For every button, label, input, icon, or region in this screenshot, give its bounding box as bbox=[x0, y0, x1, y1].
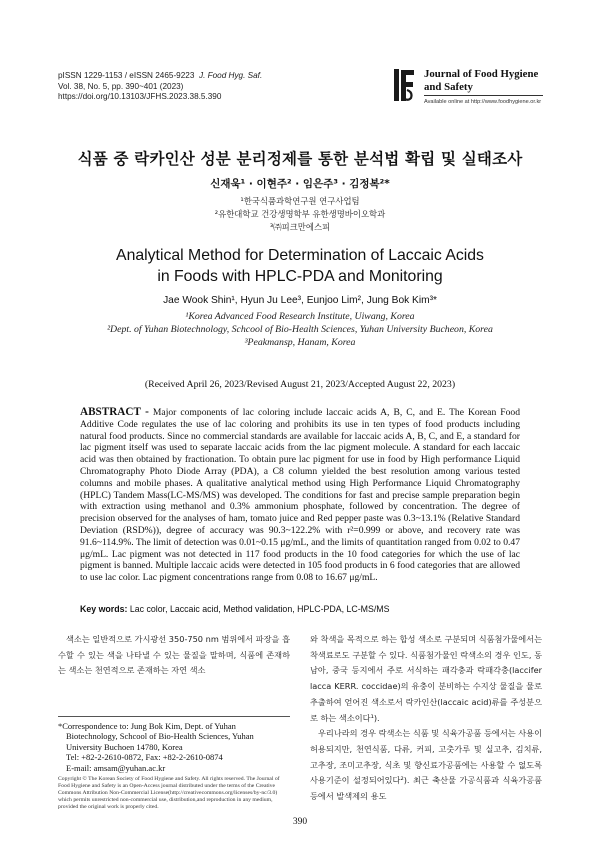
body-paragraph: 우리나라의 경우 락색소는 식품 및 식육가공품 등에서는 사용이 허용되지만, 천연식품, 다류, 커피, 고춧가루 및 실고추, 김치류, 고추장, 조미고추장, 식초 및 향신료가공품에는 사용할 수 없도록 사용기준이 설정되어있다²). 최근 축산물 가공식품과 식육가공품 등에서 발색제의 용도 bbox=[310, 728, 542, 802]
affiliation-english-1: ¹Korea Advanced Food Research Institute, Uiwang, Korea bbox=[185, 311, 415, 322]
affiliation-korean-3: ³㈜피크만에스피 bbox=[269, 222, 331, 232]
abstract bbox=[80, 407, 520, 584]
correspondence-footnote: *Correspondence to: Jung Bok Kim, Dept. of Yuhan Biotechnology, Schcool of Bio-Health Sciences, Yuhan University Buchoen 14780, Korea Tel: +82-2-2610-0872, Fax: +82-2-2610-0874 E-mail: amsam@yuhan.ac.kr bbox=[58, 721, 290, 773]
logo-title: Journal of Food Hygiene and Safety bbox=[424, 68, 539, 93]
title-english: Analytical Method for Determination of Laccaic Acids in Foods with HPLC-PDA and Monitoring bbox=[116, 247, 484, 285]
logo-url[interactable]: Available online at http://www.foodhygiene.or.kr bbox=[424, 99, 542, 105]
journal-logo-icon bbox=[393, 68, 415, 102]
email-link[interactable]: E-mail: amsam@yuhan.ac.kr bbox=[66, 762, 166, 773]
body-paragraph: 와 착색을 목적으로 하는 합성 색소로 구분되며 식품첨가물에서는 착색료로도 구분할 수 있다. 식품첨가물인 락색소의 경우 인도, 동남아, 중국 등지에서 주로 서식하는 패각충과 락패각충(laccifer lacca KERR. coccidae)의 유충이 분비하는 수지상 물질을 물로 추출하여 얻어진 색소로서 락카인산(laccaic acid)류를 주성분으로 하는 색소이다¹). bbox=[310, 634, 542, 723]
authors-korean: 신재욱¹ · 이현주² · 임은주³ · 김정복²* bbox=[210, 178, 390, 190]
journal-meta bbox=[58, 71, 262, 103]
volume-line: Vol. 38, No. 5, pp. 390~401 (2023) bbox=[58, 81, 184, 91]
doi-link[interactable]: https://doi.org/10.13103/JFHS.2023.38.5.390 bbox=[58, 92, 222, 102]
keywords-label: Key words: bbox=[80, 604, 128, 614]
body-column-left bbox=[58, 632, 290, 679]
abstract-text: Major components of lac coloring include laccaic acids A, B, C, and E. The Korean Food Additive Code regulates the use of lac coloring and prohibits its use in ten types of food products including natural food products. Since no commercial standards are available for laccaic acids A, B, C, and E, a standard for lac pigment itself was used to separate laccaic acids from the lac pigment molecule. A standard for each laccaic acid was then obtained by fractionation. To obtain pure lac pigment for use in food by High performance Liquid Chromatography Photo Diode Array (PDA), a C8 column yielded the best resolution among various tested columns and mobile phases. A qualitative analytical method using High Performance Liquid Chromatography (HPLC) Tandem Mass(LC-MS/MS) was developed. The conditions for fast and precise sample preparation begin with extraction using methanol and 0.3% ammonium phosphate, followed by concentration. The degree of precision observed for the analyses of ham, tomato juice and Red pepper paste was 0.3~13.1% (Relative Standard Deviation (RSD%)), degree of accuracy was 90.3~122.2% with r²=0.999 or above, and recovery rate was 91.6~114.9%. The limit of detection was 0.01~0.15 μg/mL, and the limits of quantitation ranged from 0.02 to 0.47 μg/mL. Lac pigment was not detected in 117 food products in the 10 food categories for which the use of lac pigment is banned. Multiple laccaic acids were detected in 105 food products in 6 food categories that are allowed to use lac color. Lac pigment concentrations range from 0.08 to 16.67 μg/mL. bbox=[80, 407, 520, 584]
abstract-label: ABSTRACT - bbox=[80, 406, 149, 418]
affiliation-korean-1: ¹한국식품과학연구원 연구사업팀 bbox=[240, 196, 360, 206]
body-paragraph: 색소는 일반적으로 가시광선 350-750 nm 범위에서 파장을 흡수할 수 있는 색을 나타낼 수 있는 물질을 말하며, 식품에 존재하는 색소는 천연적으로 존재하는 자연 색소 bbox=[58, 634, 290, 676]
received-dates: (Received April 26, 2023/Revised August 21, 2023/Accepted August 22, 2023) bbox=[144, 379, 456, 390]
copyright-notice: Copyright © The Korean Society of Food Hygiene and Safety. All rights reserved. The Journal of Food Hygiene and Safety is an Open-Access journal distributed under the terms of the Creative Commons Attribution Non-Commercial License(http://creativecommons.org/licenses/by-nc/3.0) which permits unrestricted non-commercial use, distribution,and reproduction in any medium, provided the original work is properly cited. bbox=[58, 776, 280, 810]
authors-english: Jae Wook Shin¹, Hyun Ju Lee³, Eunjoo Lim², Jung Bok Kim³* bbox=[163, 295, 437, 306]
affiliation-english-2: ²Dept. of Yuhan Biotechnology, Schcool of Bio-Health Sciences, Yuhan University Bucheon, Korea bbox=[107, 324, 493, 335]
logo-divider bbox=[424, 95, 543, 96]
issn-line: pISSN 1229-1153 / eISSN 2465-9223 bbox=[58, 71, 195, 80]
journal-abbrev: J. Food Hyg. Saf. bbox=[198, 71, 263, 80]
body-column-right bbox=[310, 632, 542, 805]
keywords-text: Lac color, Laccaic acid, Method validation, HPLC-PDA, LC-MS/MS bbox=[129, 604, 390, 614]
affiliation-english-3: ³Peakmansp, Hanam, Korea bbox=[244, 337, 356, 348]
page-number: 390 bbox=[292, 817, 308, 827]
footnote-divider bbox=[58, 716, 290, 717]
keywords bbox=[80, 604, 520, 614]
affiliation-korean-2: ²유한대학교 건강생명학부 유한생명바이오학과 bbox=[214, 209, 386, 219]
title-korean: 식품 중 락카인산 성분 분리정제를 통한 분석법 확립 및 실태조사 bbox=[77, 150, 523, 168]
journal-logo bbox=[393, 68, 543, 114]
